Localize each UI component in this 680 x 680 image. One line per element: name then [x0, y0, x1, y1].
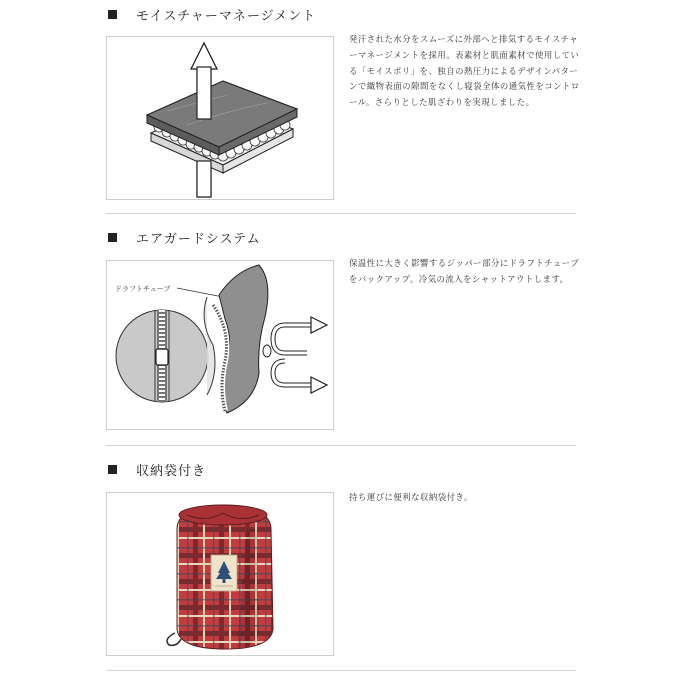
- bullet-square-icon: [108, 10, 117, 19]
- section-heading: [108, 2, 316, 26]
- section-divider: [106, 445, 576, 446]
- section-heading: [108, 457, 206, 481]
- section-description: 保温性に大きく影響するジッパー部分にドラフトチューブをバックアップ。冷気の流入をシャットアウトします。: [349, 258, 580, 284]
- bullet-square-icon: [108, 465, 117, 474]
- bullet-square-icon: [108, 233, 117, 242]
- section-title: モイスチャーマネージメント: [136, 8, 317, 24]
- section-divider: [106, 213, 576, 214]
- section-title: エアガードシステム: [136, 231, 261, 247]
- zipper-draft-tube-illustration: [106, 260, 334, 430]
- callout-label: ドラフトチューブ: [115, 285, 171, 293]
- section-description: 発汗された水分をスムーズに外部へと排気するモイスチャーマネージメントを採用。表素材と肌面素材で使用している「モイスポリ」を、独自の熱圧力によるデザインパターンで織物表面の隙間をなくし寝袋全体の通気性をコントロール。さらりとした肌ざわりを実現しました。: [349, 34, 580, 108]
- storage-bag-photo: [106, 492, 334, 656]
- section-heading: [108, 225, 261, 249]
- section-divider: [106, 670, 576, 671]
- section-title: 収納袋付き: [136, 463, 207, 479]
- section-description: 持ち運びに便利な収納袋付き。: [349, 492, 473, 502]
- moisture-layers-illustration: [106, 36, 334, 200]
